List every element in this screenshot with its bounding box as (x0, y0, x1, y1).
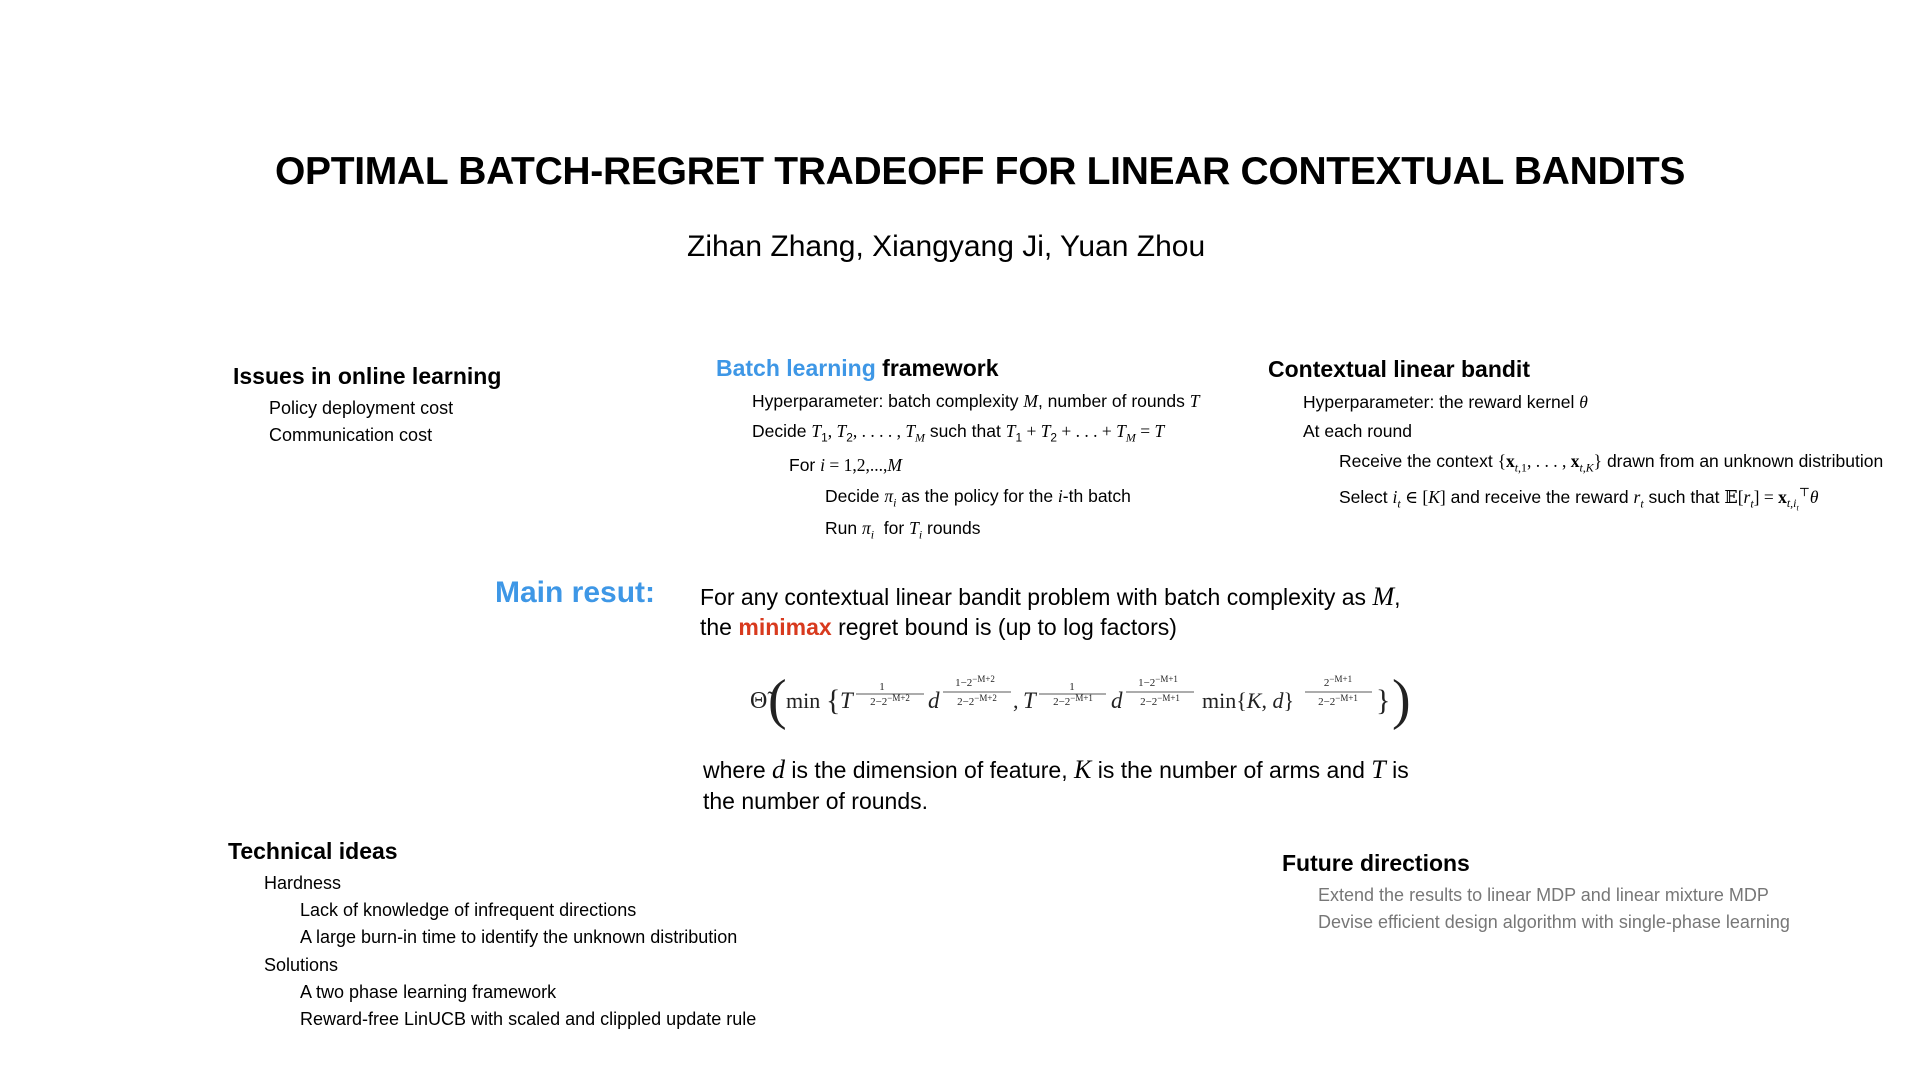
technical-heading: Technical ideas (228, 838, 398, 864)
main-result-line-2 (700, 612, 1177, 643)
batch-line-4: Decide $\pi_i$ as the policy for the i-th batch (825, 486, 1131, 510)
contextual-heading: Contextual linear bandit (1268, 356, 1530, 382)
svg-text:}: } (1376, 684, 1391, 717)
svg-text:2−2−M+2: $2-2^{-M+2}$ (957, 693, 997, 708)
minimax-highlight: minimax (738, 614, 832, 640)
contextual-line-3: Receive the context {$x_{t,1}$, . . . , $x_{t,K}$} drawn from an unknown distribution (1339, 451, 1884, 475)
svg-text:Θ̃: Θ̃ (750, 688, 768, 714)
svg-text:min: min (786, 688, 821, 713)
batch-heading (716, 355, 998, 382)
svg-text:1: 1 (1069, 681, 1075, 693)
hardness-item: A large burn-in time to identify the unknown distribution (300, 927, 738, 947)
issues-item: Communication cost (269, 425, 433, 445)
regret-bound-formula (740, 662, 1440, 734)
future-item: Extend the results to linear MDP and linear mixture MDP (1318, 885, 1769, 905)
solution-item: A two phase learning framework (300, 982, 557, 1002)
solutions-label: Solutions (264, 955, 339, 975)
main-result-line-2-post: regret bound is (up to log factors) (838, 614, 1177, 640)
svg-text:1−2−M+1: $1-2^{-M+1}$ (1138, 674, 1178, 689)
svg-text:2−2−M+1: $2-2^{-M+1}$ (1053, 693, 1093, 708)
main-result-line-3: where d is the dimension of feature, K is the number of arms and T is (703, 755, 1409, 784)
svg-text:2−M+1: $2^{-M+1}$ (1323, 674, 1353, 689)
issues-item: Policy deployment cost (269, 398, 454, 418)
solution-item: Reward-free LinUCB with scaled and clippled update rule (300, 1009, 757, 1029)
batch-line-2: Decide $T_1$, $T_2$, . . . . , $T_M$ such that $T_1 + T_2$ + . . . + $T_M = T$ (752, 421, 1165, 445)
svg-text:,: , (1013, 688, 1019, 713)
svg-text:2−2−M+2: $2-2^{-M+2}$ (870, 693, 910, 708)
svg-text:T: T (1023, 688, 1036, 713)
main-result-line-4: the number of rounds. (703, 788, 929, 814)
main-result-label: Main resut: (495, 576, 656, 609)
main-result-line-1: For any contextual linear bandit problem with batch complexity as M, (700, 582, 1401, 611)
contextual-line-4: Select $i_t$ ∈ [K] and receive the reward $r_t$ such that $𝔼[r_t] = x_{t,i_t}^⊤\theta$ (1339, 485, 1819, 513)
authors: Zihan Zhang, Xiangyang Ji, Yuan Zhou (687, 230, 1206, 263)
page-title: OPTIMAL BATCH-REGRET TRADEOFF FOR LINEAR CONTEXTUAL BANDITS (275, 150, 1686, 193)
main-result-line-2-pre: the (700, 614, 732, 640)
svg-text:min{K, d}: min{K, d} (1202, 688, 1295, 713)
contextual-line-2: At each round (1303, 421, 1412, 441)
future-heading: Future directions (1282, 850, 1470, 876)
svg-text:1−2−M+2: $1-2^{-M+2}$ (955, 674, 995, 689)
svg-text:1: 1 (879, 681, 885, 693)
batch-line-1: Hyperparameter: batch complexity M, number of rounds T (752, 391, 1200, 411)
svg-text:(: ( (768, 669, 787, 731)
svg-text:): ) (1392, 669, 1411, 731)
svg-text:d: d (1111, 688, 1123, 713)
hardness-label: Hardness (264, 873, 342, 893)
batch-line-3: For i = 1,2,...,M (789, 455, 902, 475)
batch-heading-blue: Batch learning (716, 355, 876, 381)
svg-text:T: T (840, 688, 853, 713)
svg-text:2−2−M+1: $2-2^{-M+1}$ (1318, 693, 1358, 708)
issues-heading: Issues in online learning (233, 363, 502, 389)
hardness-item: Lack of knowledge of infrequent directions (300, 900, 637, 920)
batch-heading-black: framework (882, 355, 999, 381)
svg-text:d: d (928, 688, 940, 713)
future-item: Devise efficient design algorithm with single-phase learning (1318, 912, 1790, 932)
svg-text:2−2−M+1: $2-2^{-M+1}$ (1140, 693, 1180, 708)
batch-line-5: Run $\pi_i$ for $T_i$ rounds (825, 518, 981, 542)
svg-text:{: { (826, 684, 841, 717)
contextual-line-1: Hyperparameter: the reward kernel θ (1303, 392, 1588, 412)
